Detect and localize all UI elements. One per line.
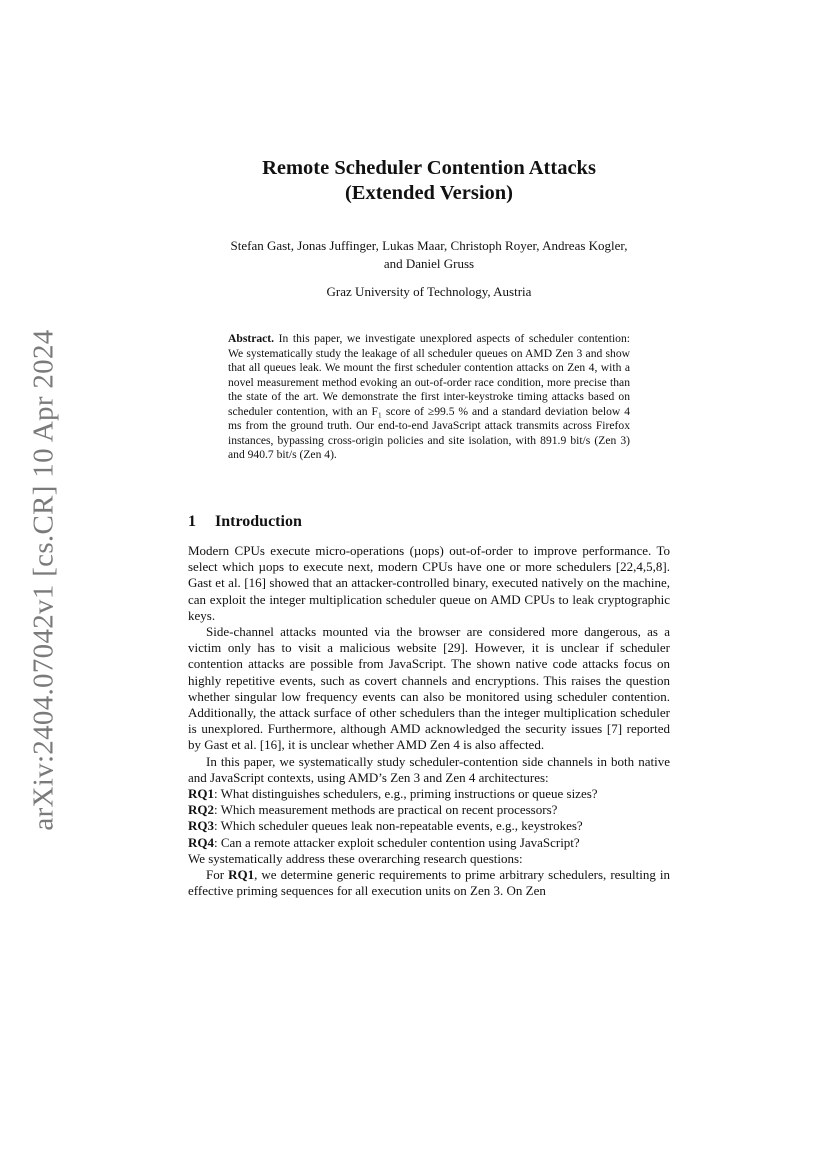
research-question-4 [188,835,670,851]
research-question-1 [188,786,670,802]
author-list [188,237,670,273]
affiliation: Graz University of Technology, Austria [326,284,532,299]
rq2-label: RQ2 [188,802,214,818]
title-line-1: Remote Scheduler Contention Attacks [262,157,596,179]
title-line-2: (Extended Version) [344,182,513,204]
rq2-text: : Which measurement methods are practical on recent processors? [214,802,558,818]
paragraph-4: We systematically address these overarching research questions: [188,850,523,866]
section-heading [188,512,670,532]
paper-title [188,156,670,206]
arxiv-sidebar [22,330,66,830]
rq1-text: : What distinguishes schedulers, e.g., priming instructions or queue sizes? [214,786,598,802]
paragraph-5 [188,867,670,899]
rq3-label: RQ3 [188,818,214,834]
rq4-label: RQ4 [188,834,214,850]
abstract-text: In this paper, we investigate unexplored aspects of scheduler contention: We systematically study the leakage of all scheduler queues on AMD Zen 3 and show that all queues leak. We mount the first scheduler contention attacks on Zen 4, with a novel measurement method evoking an out-of-order race condition, more precise than the state of the art. We demonstrate the first inter-keystroke timing attacks based on scheduler contention, with an F₁ score of ≥99.5 % and a standard deviation below 4 ms from the ground truth. Our end-to-end JavaScript attack transmits across Firefox instances, bypassing cross-origin policies and site isolation, with 891.9 bit/s (Zen 3) and 940.7 bit/s (Zen 4). [228,332,630,461]
paragraph-1: Modern CPUs execute micro-operations (µops) out-of-order to improve performance. To select which µops to execute next, modern CPUs have one or more schedulers [22,4,5,8]. Gast et al. [16] showed that an attacker-controlled binary, executed natively on the machine, can exploit the integer multiplication scheduler queue on AMD CPUs to leak cryptographic keys. [188,543,670,623]
authors-line-1: Stefan Gast, Jonas Juffinger, Lukas Maar, Christoph Royer, Andreas Kogler, [230,238,628,253]
rq1-label: RQ1 [188,786,214,802]
section-title: Introduction [215,513,302,530]
authors-line-2: and Daniel Gruss [383,256,475,271]
arxiv-identifier: arXiv:2404.07042v1 [cs.CR] 10 Apr 2024 [27,329,60,831]
p5-text: , we determine generic requirements to prime arbitrary schedulers, resulting in effective priming sequences for all execution units on Zen 3. On Zen [188,867,670,899]
section-number: 1 [188,513,196,530]
research-question-2 [188,802,670,818]
research-question-3 [188,818,670,834]
paragraph-3: In this paper, we systematically study scheduler-contention side channels in both native and JavaScript contexts, using AMD’s Zen 3 and Zen 4 architectures: [188,753,670,785]
p5-prefix: For [206,867,229,883]
p5-rq1-label: RQ1 [228,867,255,883]
section-body [188,543,670,899]
rq3-text: : Which scheduler queues leak non-repeatable events, e.g., keystrokes? [214,818,583,834]
abstract [228,332,630,463]
abstract-label: Abstract. [228,332,275,345]
paragraph-2: Side-channel attacks mounted via the browser are considered more dangerous, as a victim only has to visit a malicious website [29]. However, it is unclear if scheduler contention attacks are possible from JavaScript. The shown native code attacks focus on highly repetitive events, such as covert channels and encryptions. This raises the question whether singular low frequency events can also be monitored using scheduler contention. Additionally, the attack surface of other schedulers than the integer multiplication scheduler is unexplored. Furthermore, although AMD acknowledged the security issues [7] reported by Gast et al. [16], it is unclear whether AMD Zen 4 is also affected. [188,624,670,753]
rq4-text: : Can a remote attacker exploit scheduler contention using JavaScript? [214,834,580,850]
